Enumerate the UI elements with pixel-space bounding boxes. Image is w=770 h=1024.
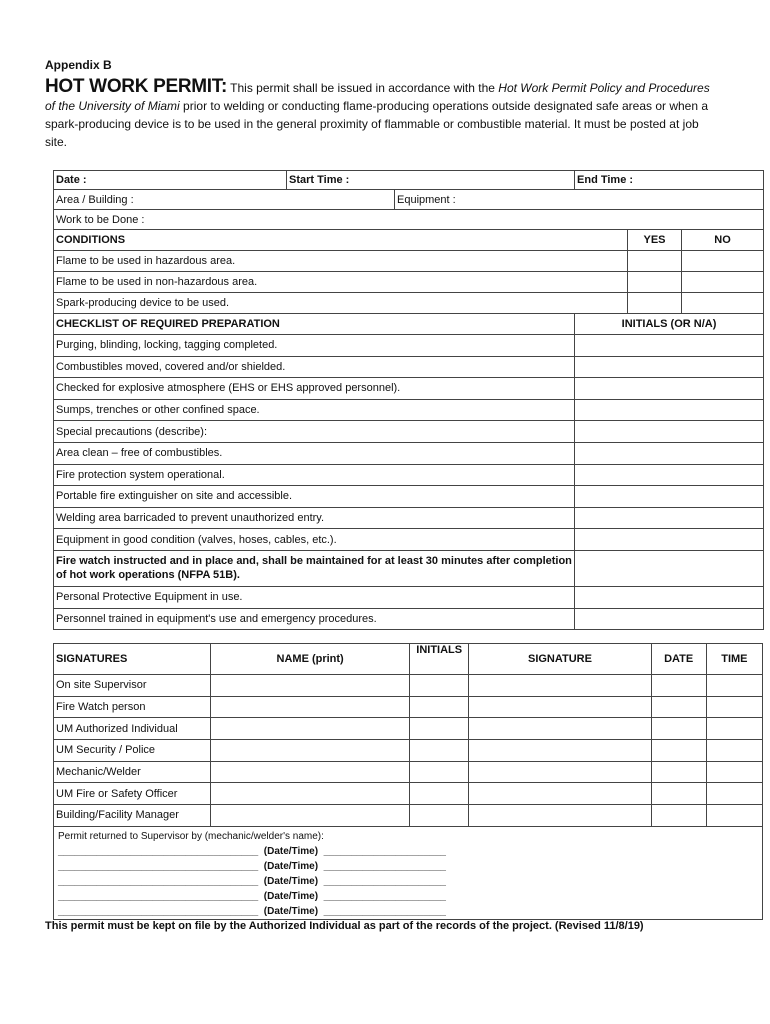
footer-note: This permit must be kept on file by the Authorized Individual as part of the records of the project. (Revised 11/8/19)	[45, 920, 644, 932]
checklist-item: Area clean – free of combustibles.	[54, 442, 575, 464]
initials-cell[interactable]	[410, 718, 469, 740]
permit-title: HOT WORK PERMIT:	[45, 76, 228, 97]
checklist-initials-cell[interactable]	[575, 464, 764, 486]
signature-cell[interactable]	[469, 761, 651, 783]
name-print-cell[interactable]	[211, 740, 410, 762]
signature-role: UM Authorized Individual	[54, 718, 211, 740]
initials-or-na-heading: INITIALS (OR N/A)	[575, 314, 764, 335]
checklist-item: Sumps, trenches or other confined space.	[54, 399, 575, 421]
signature-role: Mechanic/Welder	[54, 761, 211, 783]
checklist-heading: CHECKLIST OF REQUIRED PREPARATION	[54, 314, 575, 335]
initials-cell[interactable]	[410, 783, 469, 805]
signature-heading: SIGNATURE	[469, 644, 651, 675]
checklist-initials-cell[interactable]	[575, 486, 764, 508]
area-building-field[interactable]	[54, 190, 395, 210]
time-cell[interactable]	[706, 761, 762, 783]
appendix-label: Appendix B	[45, 58, 112, 72]
time-cell[interactable]	[706, 783, 762, 805]
name-print-cell[interactable]	[211, 761, 410, 783]
name-print-cell[interactable]	[211, 783, 410, 805]
permit-returned-line[interactable]: ____________________________________ (Date/Time) ______________________	[58, 860, 446, 872]
time-cell[interactable]	[706, 718, 762, 740]
name-print-cell[interactable]	[211, 718, 410, 740]
time-cell[interactable]	[706, 675, 762, 697]
checklist-initials-cell[interactable]	[575, 421, 764, 443]
checklist-initials-cell[interactable]	[575, 378, 764, 400]
intro-text-1: This permit shall be issued in accordance with the	[227, 81, 499, 95]
signature-role: UM Security / Police	[54, 740, 211, 762]
signature-cell[interactable]	[469, 783, 651, 805]
date-cell[interactable]	[651, 675, 706, 697]
checklist-item: Equipment in good condition (valves, hoses, cables, etc.).	[54, 529, 575, 551]
checklist-item: Combustibles moved, covered and/or shielded.	[54, 356, 575, 378]
condition-item: Spark-producing device to be used.	[54, 293, 628, 314]
condition-yes-cell[interactable]	[628, 272, 682, 293]
conditions-heading: CONDITIONS	[54, 230, 628, 251]
initials-cell[interactable]	[410, 696, 469, 718]
signature-role: Fire Watch person	[54, 696, 211, 718]
time-cell[interactable]	[706, 805, 762, 827]
condition-yes-cell[interactable]	[628, 293, 682, 314]
checklist-initials-cell[interactable]	[575, 356, 764, 378]
checklist-item: Fire protection system operational.	[54, 464, 575, 486]
time-cell[interactable]	[706, 696, 762, 718]
signature-cell[interactable]	[469, 740, 651, 762]
permit-returned-label: Permit returned to Supervisor by (mechanic/welder's name):	[58, 830, 324, 842]
condition-no-cell[interactable]	[682, 251, 764, 272]
date-field[interactable]	[54, 171, 287, 190]
checklist-item: Personal Protective Equipment in use.	[54, 586, 575, 608]
permit-returned-line[interactable]: ____________________________________ (Date/Time) ______________________	[58, 905, 446, 917]
start-time-field[interactable]	[287, 171, 575, 190]
checklist-initials-cell[interactable]	[575, 335, 764, 357]
checklist-initials-cell[interactable]	[575, 608, 764, 630]
checklist-initials-cell[interactable]	[575, 442, 764, 464]
checklist-item: Checked for explosive atmosphere (EHS or EHS approved personnel).	[54, 378, 575, 400]
signature-cell[interactable]	[469, 675, 651, 697]
name-print-cell[interactable]	[211, 805, 410, 827]
initials-heading: INITIALS	[410, 644, 469, 675]
permit-returned-line[interactable]: ____________________________________ (Date/Time) ______________________	[58, 845, 446, 857]
signature-role: Building/Facility Manager	[54, 805, 211, 827]
checklist-initials-cell[interactable]	[575, 529, 764, 551]
area-building-label: Area / Building :	[56, 193, 134, 206]
date-cell[interactable]	[651, 740, 706, 762]
date-cell[interactable]	[651, 718, 706, 740]
condition-no-cell[interactable]	[682, 293, 764, 314]
equipment-label: Equipment :	[397, 193, 456, 206]
yes-column-heading: YES	[628, 230, 682, 251]
name-print-heading: NAME (print)	[211, 644, 410, 675]
date-cell[interactable]	[651, 761, 706, 783]
equipment-field[interactable]	[395, 190, 764, 210]
checklist-initials-cell[interactable]	[575, 550, 764, 586]
signatures-heading: SIGNATURES	[54, 644, 211, 675]
checklist-item: Welding area barricaded to prevent unauthorized entry.	[54, 507, 575, 529]
initials-cell[interactable]	[410, 761, 469, 783]
time-cell[interactable]	[706, 740, 762, 762]
work-to-be-done-field[interactable]	[54, 210, 764, 230]
date-cell[interactable]	[651, 805, 706, 827]
date-heading: DATE	[651, 644, 706, 675]
time-heading: TIME	[706, 644, 762, 675]
initials-cell[interactable]	[410, 675, 469, 697]
signature-cell[interactable]	[469, 805, 651, 827]
name-print-cell[interactable]	[211, 696, 410, 718]
permit-intro	[45, 78, 715, 151]
date-cell[interactable]	[651, 783, 706, 805]
no-column-heading: NO	[682, 230, 764, 251]
condition-item: Flame to be used in hazardous area.	[54, 251, 628, 272]
checklist-item: Personnel trained in equipment's use and emergency procedures.	[54, 608, 575, 630]
permit-returned-section	[54, 826, 763, 919]
initials-cell[interactable]	[410, 740, 469, 762]
signature-cell[interactable]	[469, 718, 651, 740]
date-label: Date :	[56, 174, 87, 186]
name-print-cell[interactable]	[211, 675, 410, 697]
end-time-field[interactable]	[575, 171, 764, 190]
checklist-item: Special precautions (describe):	[54, 421, 575, 443]
checklist-item: Purging, blinding, locking, tagging completed.	[54, 335, 575, 357]
condition-no-cell[interactable]	[682, 272, 764, 293]
permit-form-table	[53, 170, 764, 630]
signature-role: UM Fire or Safety Officer	[54, 783, 211, 805]
permit-returned-line[interactable]: ____________________________________ (Date/Time) ______________________	[58, 890, 446, 902]
date-cell[interactable]	[651, 696, 706, 718]
checklist-initials-cell[interactable]	[575, 507, 764, 529]
condition-yes-cell[interactable]	[628, 251, 682, 272]
condition-item: Flame to be used in non-hazardous area.	[54, 272, 628, 293]
checklist-initials-cell[interactable]	[575, 399, 764, 421]
signatures-table	[53, 643, 763, 920]
checklist-item: Portable fire extinguisher on site and accessible.	[54, 486, 575, 508]
intro-policy-reference: Hot Work Permit Policy and Procedures of the University of Miami	[45, 81, 710, 113]
checklist-item: Fire watch instructed and in place and, shall be maintained for at least 30 minutes after completion of hot work operations (NFPA 51B).	[54, 550, 575, 586]
signature-cell[interactable]	[469, 696, 651, 718]
start-time-label: Start Time :	[289, 174, 350, 186]
permit-returned-line[interactable]: ____________________________________ (Date/Time) ______________________	[58, 875, 446, 887]
checklist-initials-cell[interactable]	[575, 586, 764, 608]
signature-role: On site Supervisor	[54, 675, 211, 697]
work-to-be-done-label: Work to be Done :	[56, 213, 145, 226]
initials-cell[interactable]	[410, 805, 469, 827]
end-time-label: End Time :	[577, 174, 634, 186]
intro-text-2: prior to welding or conducting flame-producing operations outside designated safe areas or when a spark-producing device is to be used in the general proximity of flammable or combustible material. It must be posted at job site.	[45, 99, 709, 149]
